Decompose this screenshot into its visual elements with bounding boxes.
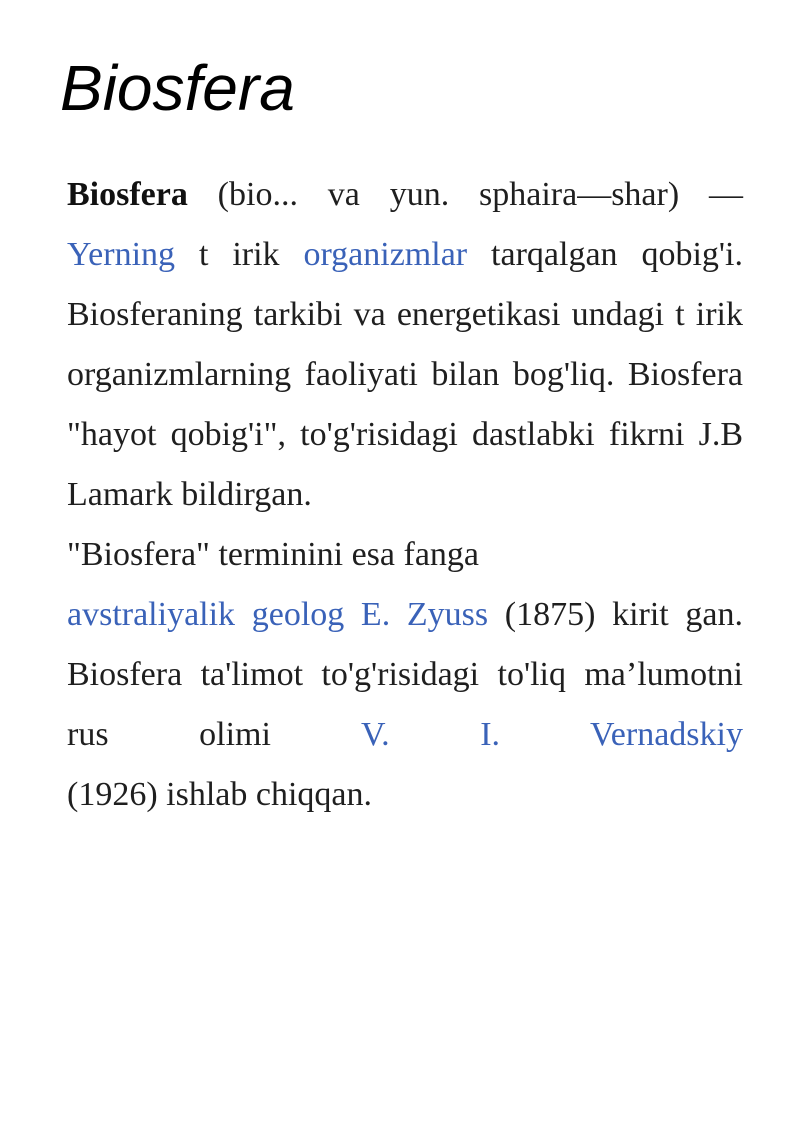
article-line: [67, 525, 743, 585]
link-vernadskiy[interactable]: V. I. Vernadskiy: [360, 716, 743, 753]
article-paragraph: [67, 165, 743, 525]
article-text: (1875) kirit gan. Biosfera ta'limot to'g'risidagi to'liq ma’lumotni rus olimi: [67, 596, 743, 753]
link-avstraliyalik-geolog[interactable]: avstraliyalik geolog E. Zyuss: [67, 596, 489, 633]
article-text: "Biosfera" terminini esa fanga: [67, 536, 480, 573]
article-text: tarqalgan qobig'i. Biosferaning tarkibi va energetikasi undagi t irik organizmlarning faoliyati bilan bog'liq. Biosfera "hayot qobig'i", to'g'risidagi dastlabki fikrni J.B Lamark bildirgan.: [67, 236, 743, 513]
article-term: Biosfera: [67, 176, 188, 213]
article-paragraph: [67, 585, 743, 765]
article-line: [67, 765, 743, 825]
link-organizmlar[interactable]: organizmlar: [303, 236, 468, 273]
article-text: (1926) ishlab chiqqan.: [67, 776, 372, 813]
article-text: t irik: [175, 236, 304, 273]
article-text: (bio... va yun. sphaira—shar) —: [187, 176, 743, 213]
link-yerning[interactable]: Yerning: [67, 236, 176, 273]
page-title: Biosfera: [60, 52, 295, 124]
